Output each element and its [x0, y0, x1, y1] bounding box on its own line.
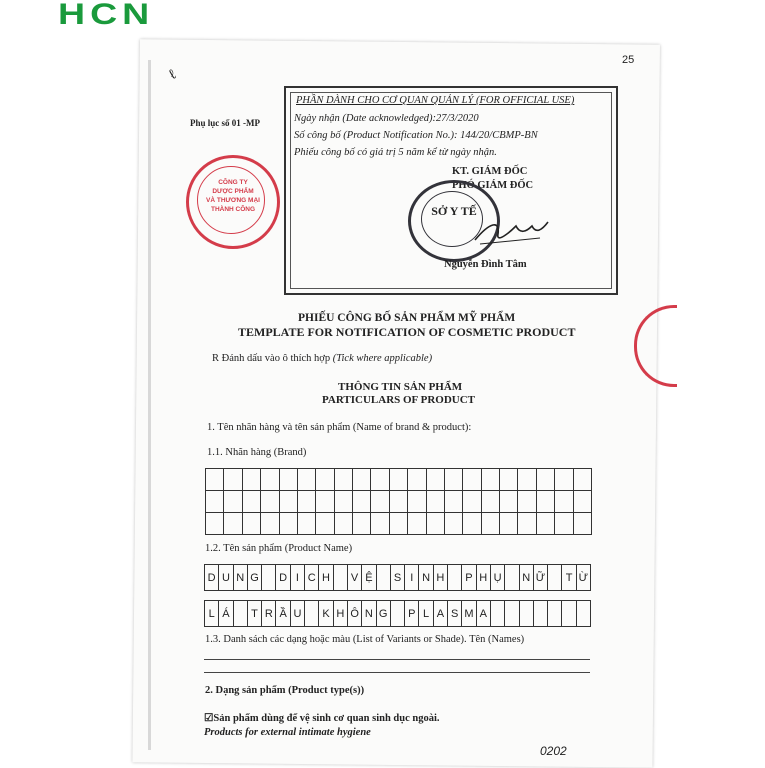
brand-cell[interactable] [371, 469, 389, 491]
product-name-cell[interactable] [262, 565, 276, 591]
product-name-cell[interactable]: I [405, 565, 419, 591]
brand-cell[interactable] [243, 469, 261, 491]
tick-note: R Đánh dấu vào ô thích hợp (Tick where applicable) [212, 353, 433, 364]
product-name-cell[interactable] [520, 601, 534, 627]
product-name-cell[interactable]: T [562, 565, 576, 591]
brand-cell[interactable] [298, 491, 316, 513]
brand-cell[interactable] [500, 491, 518, 513]
brand-cell[interactable] [463, 469, 481, 491]
brand-cell[interactable] [555, 513, 573, 535]
product-name-cell[interactable]: U [219, 565, 233, 591]
brand-cell[interactable] [390, 469, 408, 491]
brand-cell[interactable] [574, 513, 592, 535]
product-name-cell[interactable] [505, 601, 519, 627]
product-name-cell[interactable]: Ầ [276, 601, 290, 627]
product-name-cell[interactable]: S [391, 565, 405, 591]
brand-grid[interactable] [205, 468, 592, 535]
department-stamp: SỞ Y TẾ [408, 180, 500, 262]
brand-cell[interactable] [243, 513, 261, 535]
product-name-row-2[interactable] [204, 600, 591, 627]
validity-note: Phiếu công bố có giá trị 5 năm kể từ ngày nhận. [294, 147, 497, 158]
brand-cell[interactable] [261, 513, 279, 535]
date-acknowledged: Ngày nhận (Date acknowledged):27/3/2020 [294, 113, 479, 124]
item-1-3-label: 1.3. Danh sách các dạng hoặc màu (List of Variants or Shade). Tên (Names) [205, 634, 525, 645]
brand-cell[interactable] [574, 491, 592, 513]
product-name-cell[interactable]: M [462, 601, 476, 627]
product-name-cell[interactable] [505, 565, 519, 591]
title-vi: PHIẾU CÔNG BỐ SẢN PHẨM MỸ PHẨM [298, 312, 516, 324]
brand-cell[interactable] [427, 469, 445, 491]
brand-cell[interactable] [224, 469, 242, 491]
brand-cell[interactable] [335, 469, 353, 491]
product-name-cell[interactable] [577, 601, 591, 627]
section-en: PARTICULARS OF PRODUCT [322, 394, 476, 406]
appendix-label: Phụ lục số 01 -MP [190, 118, 261, 128]
company-stamp: CÔNG TY DƯỢC PHẨM VÀ THƯƠNG MẠI THÀNH CÔNG [186, 155, 280, 249]
product-name-cell[interactable]: N [362, 601, 376, 627]
brand-cell[interactable] [280, 469, 298, 491]
brand-cell[interactable] [353, 469, 371, 491]
brand-cell[interactable] [555, 469, 573, 491]
product-name-cell[interactable]: I [291, 565, 305, 591]
section-vi: THÔNG TIN SẢN PHẨM [338, 381, 463, 393]
product-name-cell[interactable]: Ữ [534, 565, 548, 591]
item-1-1-label: 1.1. Nhãn hàng (Brand) [207, 447, 307, 458]
brand-cell[interactable] [445, 491, 463, 513]
product-name-cell[interactable]: R [262, 601, 276, 627]
official-header: PHẦN DÀNH CHO CƠ QUAN QUẢN LÝ (FOR OFFICIAL USE) [296, 95, 575, 106]
product-name-cell[interactable] [377, 565, 391, 591]
product-name-cell[interactable]: N [520, 565, 534, 591]
brand-cell[interactable] [280, 491, 298, 513]
product-name-cell[interactable]: D [276, 565, 290, 591]
brand-cell[interactable] [408, 469, 426, 491]
product-name-cell[interactable]: N [419, 565, 433, 591]
product-name-cell[interactable] [448, 565, 462, 591]
variants-line-2 [204, 672, 590, 673]
brand-cell[interactable] [316, 469, 334, 491]
handwritten-mark: ℓ [166, 65, 179, 83]
brand-cell[interactable] [445, 513, 463, 535]
brand-cell[interactable] [298, 469, 316, 491]
product-name-cell[interactable] [305, 601, 319, 627]
brand-cell[interactable] [574, 469, 592, 491]
signer-name: Nguyễn Đình Tâm [444, 259, 527, 270]
item-2-label: 2. Dạng sản phẩm (Product type(s)) [205, 685, 365, 696]
product-type-option-en: Products for external intimate hygiene [204, 727, 371, 738]
margin-number: 25 [622, 54, 635, 66]
product-name-cell[interactable]: Ệ [362, 565, 376, 591]
product-name-cell[interactable]: T [248, 601, 262, 627]
product-name-cell[interactable]: L [205, 601, 219, 627]
product-name-cell[interactable]: Ô [348, 601, 362, 627]
product-name-cell[interactable]: G [377, 601, 391, 627]
brand-cell[interactable] [206, 513, 224, 535]
product-name-cell[interactable]: H [334, 601, 348, 627]
brand-cell[interactable] [408, 513, 426, 535]
brand-cell[interactable] [371, 513, 389, 535]
product-name-cell[interactable]: P [462, 565, 476, 591]
sign-title-2: PHÓ GIÁM ĐỐC [452, 180, 534, 191]
brand-cell[interactable] [316, 491, 334, 513]
product-name-cell[interactable]: A [434, 601, 448, 627]
product-name-cell[interactable] [548, 601, 562, 627]
brand-cell[interactable] [500, 513, 518, 535]
product-name-cell[interactable] [334, 565, 348, 591]
page-edge-shadow [148, 60, 151, 750]
product-name-cell[interactable]: A [477, 601, 491, 627]
notification-number: Số công bố (Product Notification No.): 144/20/CBMP-BN [294, 130, 538, 141]
brand-cell[interactable] [335, 491, 353, 513]
item-1-2-label: 1.2. Tên sản phẩm (Product Name) [205, 543, 353, 554]
brand-cell[interactable] [537, 491, 555, 513]
sign-title-1: KT. GIÁM ĐỐC [452, 166, 528, 177]
product-name-cell[interactable] [548, 565, 562, 591]
brand-cell[interactable] [206, 491, 224, 513]
brand-cell[interactable] [224, 491, 242, 513]
brand-cell[interactable] [316, 513, 334, 535]
brand-cell[interactable] [353, 491, 371, 513]
product-name-cell[interactable]: C [305, 565, 319, 591]
product-name-cell[interactable] [534, 601, 548, 627]
brand-cell[interactable] [555, 491, 573, 513]
product-name-cell[interactable]: Ụ [491, 565, 505, 591]
product-name-cell[interactable] [562, 601, 576, 627]
brand-cell[interactable] [445, 469, 463, 491]
brand-cell[interactable] [353, 513, 371, 535]
brand-cell[interactable] [518, 491, 536, 513]
page-handwritten-number: 0202 [540, 744, 567, 758]
product-name-cell[interactable]: G [248, 565, 262, 591]
brand-cell[interactable] [427, 513, 445, 535]
product-name-cell[interactable]: H [477, 565, 491, 591]
brand-logo: HCN [58, 0, 155, 31]
product-name-cell[interactable]: S [448, 601, 462, 627]
product-name-cell[interactable]: N [234, 565, 248, 591]
brand-cell[interactable] [261, 491, 279, 513]
brand-cell[interactable] [463, 491, 481, 513]
brand-cell[interactable] [371, 491, 389, 513]
product-name-cell[interactable] [234, 601, 248, 627]
brand-cell[interactable] [518, 469, 536, 491]
product-name-cell[interactable]: K [319, 601, 333, 627]
brand-cell[interactable] [224, 513, 242, 535]
title-en: TEMPLATE FOR NOTIFICATION OF COSMETIC PRODUCT [238, 325, 576, 339]
product-name-cell[interactable]: H [434, 565, 448, 591]
brand-cell[interactable] [408, 491, 426, 513]
brand-cell[interactable] [280, 513, 298, 535]
brand-cell[interactable] [261, 469, 279, 491]
brand-cell[interactable] [482, 491, 500, 513]
brand-cell[interactable] [390, 513, 408, 535]
product-name-cell[interactable] [491, 601, 505, 627]
product-name-cell[interactable]: D [205, 565, 219, 591]
product-name-cell[interactable]: H [319, 565, 333, 591]
product-name-cell[interactable]: U [291, 601, 305, 627]
brand-cell[interactable] [298, 513, 316, 535]
variants-line-1 [204, 659, 590, 660]
brand-cell[interactable] [537, 513, 555, 535]
product-name-cell[interactable]: V [348, 565, 362, 591]
brand-cell[interactable] [482, 513, 500, 535]
product-name-cell[interactable]: P [405, 601, 419, 627]
brand-cell[interactable] [206, 469, 224, 491]
brand-cell[interactable] [390, 491, 408, 513]
brand-cell[interactable] [482, 469, 500, 491]
brand-cell[interactable] [427, 491, 445, 513]
product-name-cell[interactable]: Ừ [577, 565, 591, 591]
item-1-label: 1. Tên nhãn hàng và tên sản phẩm (Name of brand & product): [207, 422, 472, 433]
product-type-option[interactable]: ☑Sản phẩm dùng để vệ sinh cơ quan sinh dục ngoài. [204, 713, 440, 724]
brand-cell[interactable] [463, 513, 481, 535]
brand-cell[interactable] [518, 513, 536, 535]
product-name-row-1[interactable] [204, 564, 591, 591]
brand-cell[interactable] [243, 491, 261, 513]
product-name-cell[interactable] [391, 601, 405, 627]
product-name-cell[interactable]: L [419, 601, 433, 627]
signature [470, 212, 550, 252]
brand-cell[interactable] [537, 469, 555, 491]
brand-cell[interactable] [500, 469, 518, 491]
product-name-cell[interactable]: Á [219, 601, 233, 627]
brand-cell[interactable] [335, 513, 353, 535]
